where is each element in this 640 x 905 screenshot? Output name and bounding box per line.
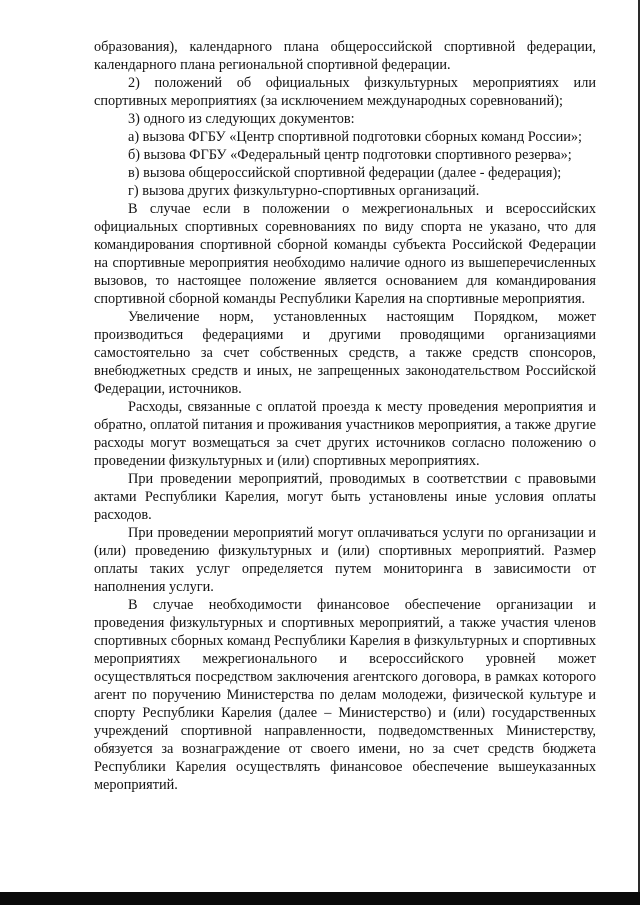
paragraph-services-payment: При проведении мероприятий могут оплачиваться услуги по организации и (или) проведению физкультурных и (или) спортивных мероприятий. Размер оплаты таких услуг определяется путем мониторинга в зависимости от наполнения услуги. bbox=[94, 525, 596, 595]
paragraph-subitem-v: в) вызова общероссийской спортивной федерации (далее - федерация); bbox=[128, 165, 562, 181]
paragraph-subitem-a: а) вызова ФГБУ «Центр спортивной подготовки сборных команд России»; bbox=[128, 129, 583, 145]
paragraph-continuation: образования), календарного плана общероссийской спортивной федерации, календарного плана региональной спортивной федерации. bbox=[94, 39, 596, 73]
paragraph-item-3: 3) одного из следующих документов: bbox=[128, 111, 355, 127]
scan-bottom-border bbox=[0, 892, 640, 905]
paragraph-expenses: Расходы, связанные с оплатой проезда к месту проведения мероприятия и обратно, оплатой питания и проживания участников мероприятия, а также другие расходы могут возмещаться за счет других источников согласно положению о проведении физкультурных и (или) спортивных мероприятиях. bbox=[94, 399, 596, 469]
paragraph-norms-increase: Увеличение норм, установленных настоящим Порядком, может производиться федерациями и другими проводящими организациями самостоятельно за счет собственных средств, а также средств спонсоров, внебюджетных средств и иных, не запрещенных законодательством Российской Федерации, источников. bbox=[94, 309, 596, 397]
paragraph-subitem-b: б) вызова ФГБУ «Федеральный центр подготовки спортивного резерва»; bbox=[128, 147, 572, 163]
document-body bbox=[94, 38, 596, 794]
paragraph-subitem-g: г) вызова других физкультурно-спортивных организаций. bbox=[128, 183, 480, 199]
paragraph-item-2: 2) положений об официальных физкультурных мероприятиях или спортивных мероприятиях (за исключением международных соревнований); bbox=[94, 75, 596, 109]
paragraph-karelia-acts: При проведении мероприятий, проводимых в соответствии с правовыми актами Республики Карелия, могут быть установлены иные условия оплаты расходов. bbox=[94, 471, 596, 523]
paragraph-competitions-position: В случае если в положении о межрегиональных и всероссийских официальных спортивных соревнованиях по виду спорта не указано, что для командирования спортивной сборной команды субъекта Российской Федерации на спортивные мероприятия необходимо наличие одного из вышеперечисленных вызовов, то настоящее положение является основанием для командирования спортивной сборной команды Республики Карелия на спортивные мероприятия. bbox=[94, 201, 596, 307]
paragraph-agency-agreement: В случае необходимости финансовое обеспечение организации и проведения физкультурных и спортивных мероприятий, а также участия членов спортивных сборных команд Республики Карелия в физкультурных и спортивных мероприятиях межрегионального и всероссийского уровней может осуществляться посредством заключения агентского договора, в рамках которого агент по поручению Министерства по делам молодежи, физической культуре и спорту Республики Карелия (далее – Министерство) и (или) государственных учреждений спортивной направленности, подведомственных Министерству, обязуется за вознаграждение от своего имени, но за счет средств бюджета Республики Карелия осуществлять финансовое обеспечение вышеуказанных мероприятий. bbox=[94, 597, 596, 793]
